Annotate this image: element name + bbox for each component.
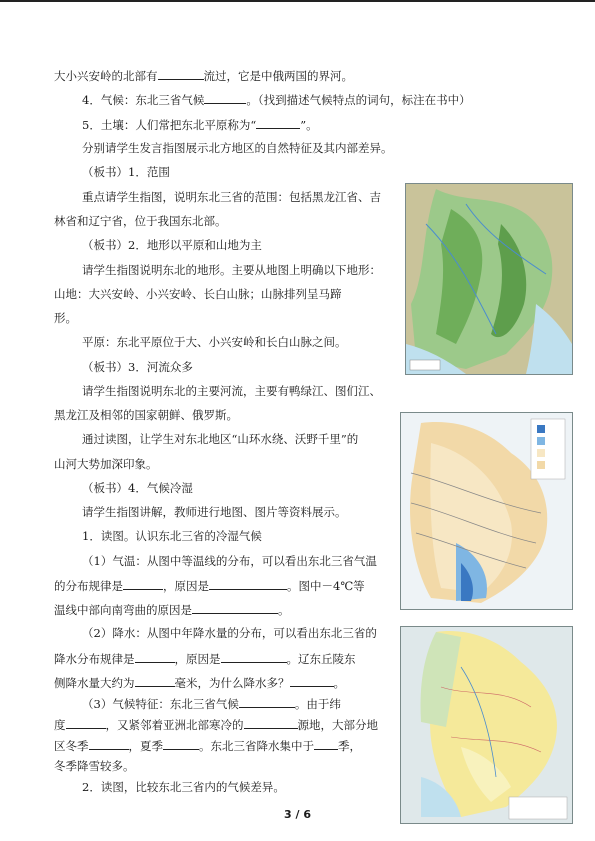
text-span: （板书）3．河流众多	[82, 360, 193, 374]
terrain-map	[405, 183, 573, 375]
text-span: 。由于纬	[294, 697, 341, 711]
province-map	[400, 626, 573, 824]
fill-in-blank[interactable]	[256, 117, 300, 129]
text-span: （板书）2．地形以平原和山地为主	[82, 238, 262, 252]
page-number: 3 / 6	[284, 808, 311, 821]
text-line	[54, 759, 135, 773]
text-line	[82, 384, 381, 398]
fill-in-blank[interactable]	[192, 602, 278, 614]
fill-in-blank[interactable]	[290, 675, 334, 687]
text-line	[82, 780, 285, 794]
text-span: （板书）4．气候冷湿	[82, 481, 193, 495]
text-line	[54, 602, 290, 617]
text-line	[82, 263, 381, 277]
text-span: 侧降水量大约为	[54, 676, 135, 690]
text-span: 区冬季	[54, 739, 89, 753]
text-span: 源地，大部分地	[297, 718, 378, 732]
text-span: 重点请学生指图，说明东北三省的范围：包括黑龙江省、吉	[82, 190, 381, 204]
fill-in-blank[interactable]	[158, 68, 204, 80]
text-line	[54, 408, 238, 422]
text-line	[54, 311, 77, 325]
text-span: ，又紧邻着亚洲北部寒冷的	[105, 718, 244, 732]
text-span: 冬季降雪较多。	[54, 759, 135, 773]
text-line	[82, 696, 341, 711]
header-rule	[0, 0, 595, 2]
terrain-map-image	[406, 184, 572, 374]
text-span: 毫米，为什么降水多？	[174, 676, 290, 690]
text-span: 温线中部向南弯曲的原因是	[54, 603, 192, 617]
text-span: 形。	[54, 311, 77, 325]
text-span: 请学生指图说明东北的主要河流，主要有鸭绿江、图们江、	[82, 384, 381, 398]
text-span: 2．读图，比较东北三省内的气候差异。	[82, 780, 285, 794]
text-span: 林省和辽宁省，位于我国东北部。	[54, 214, 227, 228]
fill-in-blank[interactable]	[135, 651, 175, 663]
text-span: 降水分布规律是	[54, 652, 135, 666]
text-span: 5．土壤：人们常把东北平原称为“	[82, 118, 257, 132]
text-span: 季，	[338, 739, 361, 753]
text-span: 山河大势加深印象。	[54, 457, 158, 471]
text-span: 大小兴安岭的北部有	[54, 69, 158, 83]
text-line	[82, 92, 471, 107]
text-line	[82, 360, 193, 374]
fill-in-blank[interactable]	[204, 92, 246, 104]
text-span: （1）气温：从图中等温线的分布，可以看出东北三省气温	[82, 554, 377, 568]
text-line	[82, 626, 377, 640]
fill-in-blank[interactable]	[66, 717, 106, 729]
text-span: 黑龙江及相邻的国家朝鲜、俄罗斯。	[54, 408, 238, 422]
text-span: ，原因是	[163, 579, 209, 593]
temperature-map	[400, 412, 573, 610]
text-span: ”。	[300, 118, 318, 132]
text-span: 。辽东丘陵东	[286, 652, 356, 666]
text-span: ，夏季	[128, 739, 163, 753]
text-span: （3）气候特征：东北三省气候	[82, 697, 239, 711]
fill-in-blank[interactable]	[239, 696, 295, 708]
text-line	[82, 117, 318, 132]
text-line	[54, 68, 353, 83]
text-span: 山地：大兴安岭、小兴安岭、长白山脉；山脉排列呈马蹄	[54, 287, 342, 301]
text-line	[54, 214, 227, 228]
text-span: 流过，它是中俄两国的界河。	[203, 69, 353, 83]
text-line	[82, 238, 262, 252]
text-span: 。	[278, 603, 290, 617]
text-span: 的分布规律是	[54, 579, 123, 593]
fill-in-blank[interactable]	[123, 578, 163, 590]
text-span: 请学生指图说明东北的地形。主要从地图上明确以下地形：	[82, 263, 381, 277]
text-line	[82, 529, 262, 543]
text-span: 4．气候：东北三省气候	[82, 93, 205, 107]
text-line	[82, 481, 193, 495]
fill-in-blank[interactable]	[89, 738, 129, 750]
text-line	[82, 505, 347, 519]
text-line	[82, 432, 358, 446]
text-line	[82, 335, 347, 349]
temperature-map-image	[401, 413, 572, 609]
text-span: ，原因是	[174, 652, 221, 666]
text-span: 。图中－4℃等	[287, 579, 365, 593]
fill-in-blank[interactable]	[163, 738, 199, 750]
text-span: 。东北三省降水集中于	[199, 739, 314, 753]
text-line	[82, 165, 170, 179]
text-line	[54, 457, 158, 471]
text-span: 1．读图。认识东北三省的冷湿气候	[82, 529, 262, 543]
text-line	[82, 554, 377, 568]
text-line	[54, 675, 345, 690]
text-span: 请学生指图讲解，教师进行地图、图片等资料展示。	[82, 505, 347, 519]
text-line	[54, 287, 342, 301]
text-line	[54, 578, 365, 593]
text-span: 通过读图，让学生对东北地区“山环水绕、沃野千里”的	[82, 432, 359, 446]
text-span: 。（找到描述气候特点的词句，标注在书中）	[246, 93, 471, 107]
text-line	[54, 717, 378, 732]
text-span: （2）降水：从图中年降水量的分布，可以看出东北三省的	[82, 626, 377, 640]
text-span: 分别请学生发言指图展示北方地区的自然特征及其内部差异。	[82, 141, 393, 155]
fill-in-blank[interactable]	[314, 738, 338, 750]
text-line	[82, 190, 381, 204]
text-span: 平原：东北平原位于大、小兴安岭和长白山脉之间。	[82, 335, 347, 349]
fill-in-blank[interactable]	[209, 578, 287, 590]
text-span: （板书）1．范围	[82, 165, 170, 179]
text-line	[82, 141, 393, 155]
fill-in-blank[interactable]	[135, 675, 175, 687]
province-map-image	[401, 627, 572, 823]
text-line	[54, 738, 361, 753]
fill-in-blank[interactable]	[221, 651, 287, 663]
fill-in-blank[interactable]	[244, 717, 298, 729]
text-span: 。	[333, 676, 345, 690]
text-line	[54, 651, 356, 666]
text-span: 度	[54, 718, 66, 732]
